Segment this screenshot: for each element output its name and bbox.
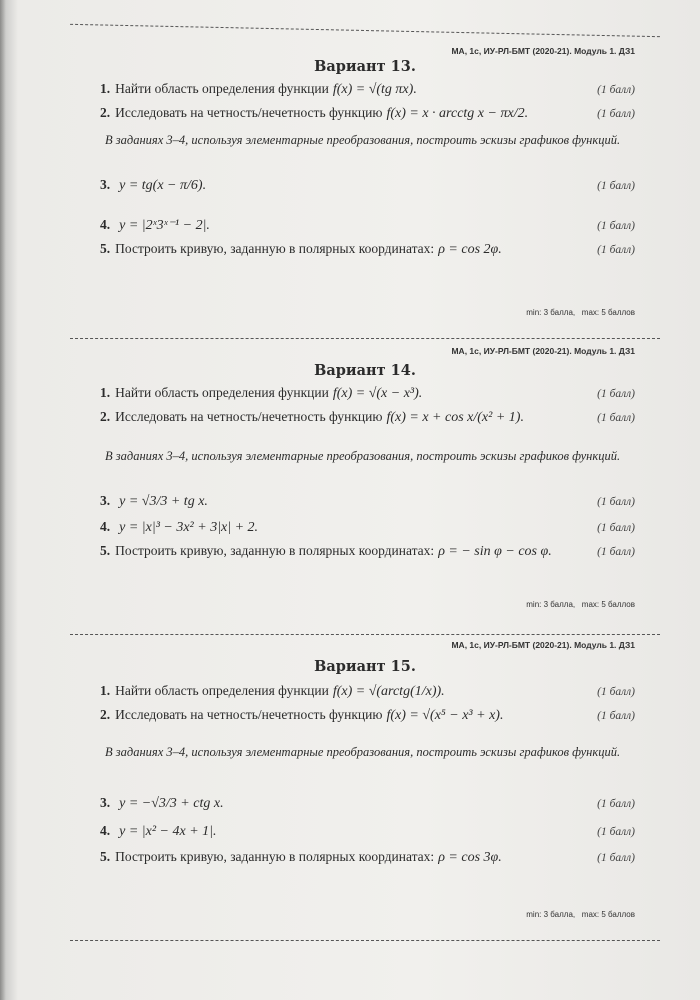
task-number: 3. (100, 493, 111, 508)
task-text: Исследовать на четность/нечетность функцию (115, 707, 383, 722)
task-number: 5. (100, 241, 111, 256)
task-item (100, 848, 635, 867)
task-item (100, 240, 635, 259)
cut-line (70, 634, 660, 635)
task-text: Найти область определения функции (115, 81, 329, 96)
task-formula: ρ = cos 2φ. (438, 242, 502, 257)
instructions-text: В заданиях 3–4, используя элементарные преобразования, построить эскизы графиков функций. (105, 745, 621, 759)
task-number: 4. (100, 823, 111, 838)
course-header: МА, 1с, ИУ-РЛ-БМТ (2020-21). Модуль 1. ДЗ1 (451, 640, 635, 650)
cut-line (70, 338, 660, 339)
task-number: 2. (100, 707, 111, 722)
task-content (100, 408, 524, 427)
task-content (100, 104, 528, 123)
task-formula: y = √3/3 + tg x. (119, 494, 208, 509)
score-range: min: 3 балла, max: 5 баллов (526, 308, 635, 317)
task-points: (1 балл) (597, 244, 635, 256)
task-points: (1 балл) (597, 826, 635, 838)
task-content (100, 682, 445, 701)
task-content (100, 240, 502, 259)
task-item (100, 408, 635, 427)
task-points: (1 балл) (597, 180, 635, 192)
task-number: 4. (100, 217, 111, 232)
task-points: (1 балл) (597, 852, 635, 864)
task-content (100, 542, 552, 561)
task-number: 2. (100, 105, 111, 120)
score-range: min: 3 балла, max: 5 баллов (526, 910, 635, 919)
task-number: 1. (100, 683, 111, 698)
task-formula: f(x) = x · arcctg x − πx/2. (386, 106, 529, 121)
instructions-text: В заданиях 3–4, используя элементарные преобразования, построить эскизы графиков функций. (105, 449, 621, 463)
task-formula: f(x) = √(x⁵ − x³ + x). (386, 708, 504, 723)
task-item (100, 492, 635, 511)
task-formula: ρ = cos 3φ. (438, 850, 502, 865)
task-number: 5. (100, 543, 111, 558)
task-item (100, 794, 635, 813)
task-item (100, 706, 635, 725)
task-content (100, 518, 258, 537)
task-number: 3. (100, 177, 111, 192)
task-content (100, 794, 224, 813)
task-points: (1 балл) (597, 220, 635, 232)
task-number: 3. (100, 795, 111, 810)
variant-title: Вариант 15. (314, 658, 416, 675)
variant-title: Вариант 13. (314, 58, 416, 75)
task-formula: y = |x² − 4x + 1|. (119, 824, 217, 839)
task-number: 2. (100, 409, 111, 424)
task-points: (1 балл) (597, 496, 635, 508)
score-range: min: 3 балла, max: 5 баллов (526, 600, 635, 609)
task-item (100, 822, 635, 841)
task-content (100, 822, 217, 841)
task-item (100, 80, 635, 99)
task-content (100, 848, 502, 867)
task-points: (1 балл) (597, 108, 635, 120)
task-points: (1 балл) (597, 798, 635, 810)
task-points: (1 балл) (597, 388, 635, 400)
task-number: 1. (100, 81, 111, 96)
task-item (100, 384, 635, 403)
task-points: (1 балл) (597, 686, 635, 698)
task-text: Найти область определения функции (115, 683, 329, 698)
task-formula: f(x) = x + cos x/(x² + 1). (386, 410, 524, 425)
task-text: Построить кривую, заданную в полярных координатах: (115, 849, 435, 864)
task-points: (1 балл) (597, 522, 635, 534)
task-formula: y = tg(x − π/6). (119, 178, 207, 193)
task-number: 5. (100, 849, 111, 864)
cut-line (70, 24, 660, 37)
task-formula: y = −√3/3 + ctg x. (119, 796, 224, 811)
task-item (100, 104, 635, 123)
variant-title: Вариант 14. (314, 362, 416, 379)
task-text: Исследовать на четность/нечетность функцию (115, 105, 383, 120)
task-text: Найти область определения функции (115, 385, 329, 400)
task-content (100, 706, 503, 725)
task-points: (1 балл) (597, 84, 635, 96)
task-points: (1 балл) (597, 546, 635, 558)
task-formula: y = |2ˣ3ˣ⁻¹ − 2|. (119, 218, 210, 233)
task-content (100, 384, 422, 403)
task-item (100, 176, 635, 195)
instructions-text: В заданиях 3–4, используя элементарные преобразования, построить эскизы графиков функций. (105, 133, 621, 147)
task-content (100, 176, 206, 195)
task-formula: f(x) = √(arctg(1/x)). (332, 684, 445, 699)
task-text: Построить кривую, заданную в полярных координатах: (115, 543, 435, 558)
course-header: МА, 1с, ИУ-РЛ-БМТ (2020-21). Модуль 1. ДЗ1 (451, 46, 635, 56)
task-text: Исследовать на четность/нечетность функцию (115, 409, 383, 424)
task-item (100, 518, 635, 537)
task-points: (1 балл) (597, 710, 635, 722)
task-formula: ρ = − sin φ − cos φ. (438, 544, 552, 559)
task-item (100, 682, 635, 701)
task-points: (1 балл) (597, 412, 635, 424)
task-content (100, 216, 210, 235)
task-content (100, 80, 417, 99)
task-formula: f(x) = √(x − x³). (332, 386, 423, 401)
task-number: 4. (100, 519, 111, 534)
task-item (100, 542, 635, 561)
course-header: МА, 1с, ИУ-РЛ-БМТ (2020-21). Модуль 1. ДЗ1 (451, 346, 635, 356)
task-content (100, 492, 208, 511)
task-text: Построить кривую, заданную в полярных координатах: (115, 241, 435, 256)
cut-line (70, 940, 660, 941)
task-formula: f(x) = √(tg πx). (332, 82, 417, 97)
task-formula: y = |x|³ − 3x² + 3|x| + 2. (119, 520, 259, 535)
task-item (100, 216, 635, 235)
task-number: 1. (100, 385, 111, 400)
